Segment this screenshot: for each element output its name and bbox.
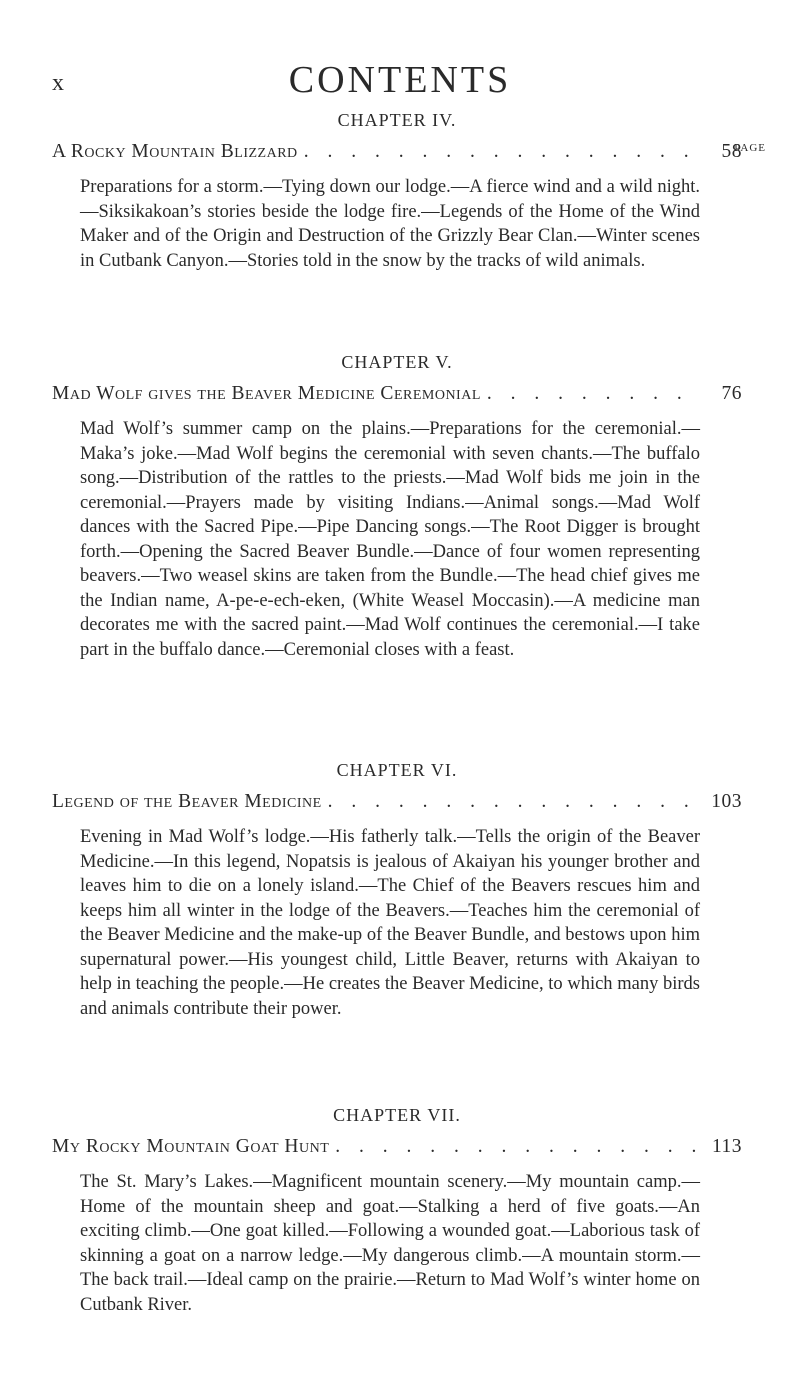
chapter-page-number: 103 xyxy=(711,791,742,812)
chapter-heading: CHAPTER VI. xyxy=(336,760,458,780)
page-column-label: PAGE xyxy=(734,142,766,154)
chapter-title: My Rocky Mountain Goat Hunt xyxy=(52,1136,330,1157)
chapter-entry-4 xyxy=(52,110,742,273)
chapter-title: A Rocky Mountain Blizzard xyxy=(52,141,298,162)
chapter-summary: Evening in Mad Wolf’s lodge.—His fatherly talk.—Tells the origin of the Beaver Medicine.—In this legend, Nopatsis is jealous of Akaiyan his younger brother and leaves him to die on a lonely island.—The Chief of the Beavers rescues him and keeps him all winter in the lodge of the Beavers.—Teaches him the ceremonial of the Beaver Medicine and the make-up of the Beaver Bundle, and bestows upon him supernatural power.—His youngest child, Little Beaver, returns with Akaiyan to help in teaching the people.—He creates the Beaver Medicine, to which many birds and animals contribute their power. xyxy=(80,827,700,1019)
chapter-page-number: 113 xyxy=(711,1136,742,1157)
leader-dots xyxy=(328,791,698,813)
chapter-heading: CHAPTER IV. xyxy=(337,110,457,130)
leader-dots xyxy=(304,141,698,163)
chapter-title: Legend of the Beaver Medicine xyxy=(52,791,322,812)
running-head-title: CONTENTS xyxy=(288,59,512,101)
chapter-summary: Preparations for a storm.—Tying down our lodge.—A fierce wind and a wild night.—Siksikakoan’s stories beside the lodge fire.—Legends of the Home of the Wind Maker and of the Origin and Destruction of the Grizzly Bear Clan.—Winter scenes in Cutbank Canyon.—Stories told in the snow by the tracks of wild animals. xyxy=(80,177,700,271)
page-number: x xyxy=(52,70,65,96)
chapter-entry-5 xyxy=(52,352,742,662)
chapter-entry-6 xyxy=(52,760,742,1021)
chapter-page-number: 58 xyxy=(721,141,742,162)
chapter-summary: Mad Wolf’s summer camp on the plains.—Preparations for the ceremonial.—Maka’s joke.—Mad Wolf begins the ceremonial with seven chants.—The buffalo song.—Distribution of the rattles to the priests.—Mad Wolf bids me join in the ceremonial.—Prayers made by visiting Indians.—Animal songs.—Mad Wolf dances with the Sacred Pipe.—Pipe Dancing songs.—The Root Digger is brought forth.—Opening the Sacred Beaver Bundle.—Dance of four women representing beavers.—Two weasel skins are taken from the Bundle.—The head chief gives me the Indian name, A-pe-e-ech-eken, (White Weasel Moccasin).—A medicine man decorates me with the sacred paint.—Mad Wolf continues the ceremonial.—I take part in the buffalo dance.—Ceremonial closes with a feast. xyxy=(80,419,700,660)
toc-line[interactable] xyxy=(52,1136,742,1158)
chapter-summary: The St. Mary’s Lakes.—Magnificent mountain scenery.—My mountain camp.—Home of the mountain sheep and goat.—Stalking a herd of five goats.—An exciting climb.—One goat killed.—Following a wounded goat.—Laborious task of skinning a goat on a narrow ledge.—My dangerous climb.—A mountain storm.—The back trail.—Ideal camp on the prairie.—Return to Mad Wolf’s winter home on Cutbank River. xyxy=(80,1172,700,1315)
chapter-title: Mad Wolf gives the Beaver Medicine Ceremonial xyxy=(52,383,481,404)
toc-line[interactable] xyxy=(52,141,742,163)
chapter-page-number: 76 xyxy=(721,383,742,404)
toc-line[interactable] xyxy=(52,383,742,405)
toc-line[interactable] xyxy=(52,791,742,813)
chapter-heading: CHAPTER V. xyxy=(341,352,453,372)
chapter-entry-7 xyxy=(52,1105,742,1317)
leader-dots xyxy=(487,383,698,405)
chapter-heading: CHAPTER VII. xyxy=(333,1105,461,1125)
leader-dots xyxy=(335,1136,698,1158)
